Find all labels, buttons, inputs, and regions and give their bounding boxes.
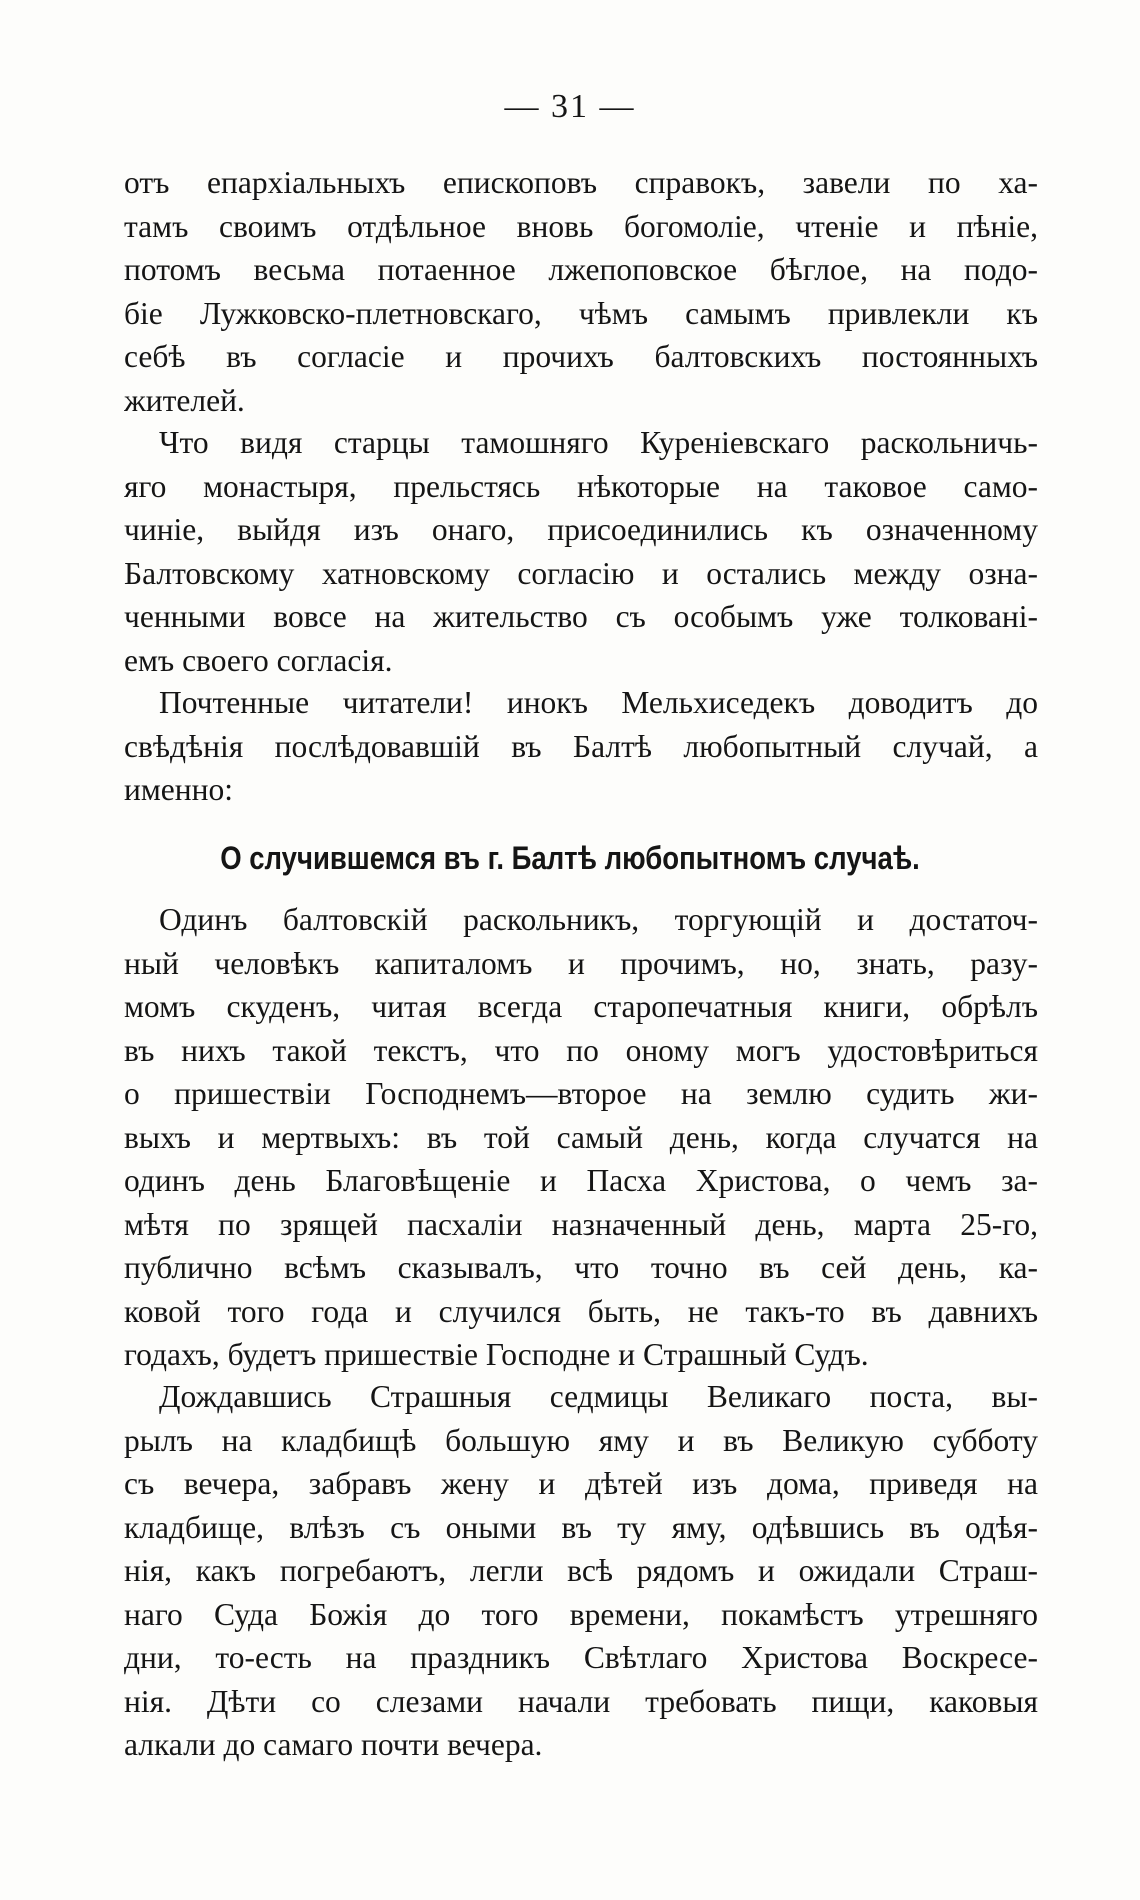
text-line: мѣтя по зрящей пасхаліи назначенный день, марта 25-го, xyxy=(124,1206,1038,1242)
text-line: именно: xyxy=(124,772,233,807)
text-line: Дождавшись Страшныя седмицы Великаго поста, вы- xyxy=(159,1379,1038,1414)
text-line: тамъ своимъ отдѣльное вновь богомоліе, чтеніе и пѣніе, xyxy=(124,208,1038,244)
page-number: — 31 — xyxy=(504,88,636,125)
text-line: нія. Дѣти со слезами начали требовать пищи, каковыя xyxy=(124,1683,1038,1719)
text-line: Балтовскому хатновскому согласію и остались между озна- xyxy=(124,555,1038,591)
text-line: чиніе, выйдя изъ онаго, присоединились къ означенному xyxy=(124,512,1038,547)
text-line: въ нихъ такой текстъ, что по оному могъ удостовѣриться xyxy=(124,1032,1038,1068)
text-line: дни, то-есть на праздникъ Свѣтлаго Христова Воскресе- xyxy=(124,1640,1038,1675)
text-line: рылъ на кладбищѣ большую яму и въ Великую субботу xyxy=(124,1422,1038,1458)
text-line: алкали до самаго почти вечера. xyxy=(124,1727,543,1762)
text-line: емъ своего согласія. xyxy=(124,642,393,678)
text-line: потомъ весьма потаенное лжепоповское бѣглое, на подо- xyxy=(124,252,1038,287)
text-line: ный человѣкъ капиталомъ и прочимъ, но, знать, разу- xyxy=(124,945,1038,981)
paragraph-1 xyxy=(124,161,1038,422)
text-line: себѣ въ согласіе и прочихъ балтовскихъ постоянныхъ xyxy=(124,339,1038,374)
text-line: одинъ день Благовѣщеніе и Пасха Христова, о чемъ за- xyxy=(124,1163,1038,1198)
text-line: яго монастыря, прельстясь нѣкоторые на таковое само- xyxy=(124,468,1038,504)
text-line: ченными вовсе на жительство съ особымъ уже толкованi- xyxy=(124,599,1038,634)
paragraph-5 xyxy=(124,1375,1038,1767)
text-line: Что видя старцы тамошняго Куреніевскаго раскольничь- xyxy=(159,425,1038,460)
paragraph-4 xyxy=(124,898,1038,1377)
text-line: жителей. xyxy=(124,382,245,418)
text-line: кладбище, влѣзъ съ оными въ ту яму, одѣвшись въ одѣя- xyxy=(124,1509,1038,1545)
text-line: публично всѣмъ сказывалъ, что точно въ сей день, ка- xyxy=(124,1250,1038,1285)
section-heading: О случившемся въ г. Балтѣ любопытномъ случаѣ. xyxy=(220,840,920,876)
text-line: наго Суда Божія до того времени, покамѣстъ утрешняго xyxy=(124,1596,1038,1632)
text-line: біе Лужковско-плетновскаго, чѣмъ самымъ привлекли къ xyxy=(124,295,1038,331)
text-line: ковой того года и случился быть, не такъ-то въ давнихъ xyxy=(124,1293,1038,1329)
text-line: о пришествіи Господнемъ—второе на землю судить жи- xyxy=(124,1076,1038,1111)
text-line: выхъ и мертвыхъ: въ той самый день, когда случатся на xyxy=(124,1119,1038,1155)
text-line: отъ епархіальныхъ епископовъ справокъ, завели по ха- xyxy=(124,165,1038,200)
paragraph-3 xyxy=(124,681,1038,812)
text-line: Почтенные читатели! инокъ Мельхиседекъ доводитъ до xyxy=(159,685,1038,720)
text-line: съ вечера, забравъ жену и дѣтей изъ дома, приведя на xyxy=(124,1466,1038,1501)
text-line: годахъ, будетъ пришествіе Господне и Страшный Судъ. xyxy=(124,1337,869,1372)
text-line: нія, какъ погребаютъ, легли всѣ рядомъ и ожидали Страш- xyxy=(124,1553,1038,1588)
paragraph-2 xyxy=(124,421,1038,682)
text-line: Одинъ балтовскій раскольникъ, торгующій и достаточ- xyxy=(159,902,1038,937)
text-line: момъ скуденъ, читая всегда старопечатныя книги, обрѣлъ xyxy=(124,989,1038,1024)
text-line: свѣдѣнія послѣдовавшій въ Балтѣ любопытный случай, а xyxy=(124,728,1038,764)
